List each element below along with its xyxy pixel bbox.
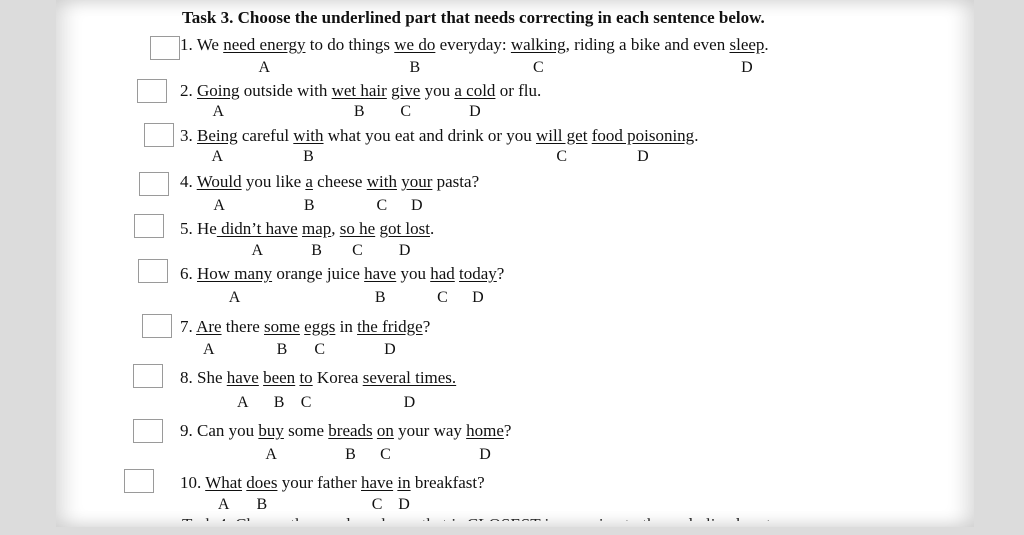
sentence-text: outside with [239, 81, 332, 100]
option-label: B [273, 394, 285, 411]
question-sentence [180, 35, 769, 55]
answer-box[interactable] [133, 419, 163, 443]
question-number: 2. [180, 81, 193, 100]
underlined-part: got lost [379, 219, 430, 238]
sentence-text: ? [503, 421, 512, 440]
question-sentence [180, 81, 541, 101]
option-label: D [411, 197, 423, 214]
option-label: A [258, 59, 271, 76]
sentence-text: breakfast? [410, 473, 485, 492]
option-label: B [374, 289, 386, 306]
sentence-text: your father [277, 473, 362, 492]
option-label: A [228, 289, 241, 306]
answer-box[interactable] [139, 172, 169, 196]
question-number: 8. [180, 368, 193, 387]
question-number: 7. [180, 317, 193, 336]
underlined-part: the fridge [357, 317, 423, 336]
option-label: A [217, 496, 230, 513]
sentence-text: you like [241, 172, 306, 191]
underlined-part: walking [510, 35, 566, 54]
option-label: D [403, 394, 416, 411]
option-label: D [741, 59, 753, 76]
underlined-part: been [263, 368, 296, 387]
sentence-text: Can you [192, 421, 259, 440]
underlined-part: What [205, 473, 243, 492]
underlined-part: Would [196, 172, 242, 191]
sentence-text: some [283, 421, 329, 440]
sentence-text: you [396, 264, 431, 283]
sentence-text: there [221, 317, 265, 336]
option-label: B [409, 59, 421, 76]
underlined-part: a cold [454, 81, 496, 100]
underlined-part: How many [197, 264, 273, 283]
sentence-text: She [192, 368, 227, 387]
option-label: D [398, 242, 411, 259]
underlined-part: on [376, 421, 394, 440]
task-title: Task 3. Choose the underlined part that needs correcting in each sentence below. [182, 8, 765, 27]
underlined-part: with [293, 126, 324, 145]
underlined-part: to [299, 368, 313, 387]
sentence-text: orange juice [272, 264, 365, 283]
question-number: 10. [180, 473, 202, 492]
underlined-part: Being [197, 126, 238, 145]
sentence-text: Korea [312, 368, 363, 387]
underlined-part: food poisoning [591, 126, 695, 145]
option-label: C [437, 289, 448, 306]
question-sentence [180, 317, 430, 337]
question-sentence [180, 473, 485, 493]
answer-box[interactable] [124, 469, 154, 493]
sentence-text: your way [393, 421, 467, 440]
option-label: D [384, 341, 396, 358]
option-label: C [314, 341, 326, 358]
sentence-text: cheese [312, 172, 367, 191]
option-label: D [469, 103, 481, 120]
question-number: 3. [180, 126, 193, 145]
underlined-part: your [401, 172, 433, 191]
underlined-part: with [366, 172, 397, 191]
option-label: A [265, 446, 277, 463]
underlined-part: will get [535, 126, 588, 145]
underlined-part: have [361, 473, 394, 492]
option-label: B [311, 242, 322, 259]
underlined-part: home [466, 421, 504, 440]
underlined-part: have [364, 264, 397, 283]
underlined-part: a [305, 172, 313, 191]
underlined-part: map [301, 219, 332, 238]
underlined-part: we do [394, 35, 436, 54]
underlined-part: does [246, 473, 278, 492]
option-label: A [212, 103, 225, 120]
question-sentence [180, 126, 698, 146]
sentence-text: ? [422, 317, 431, 336]
underlined-part: wet hair [331, 81, 387, 100]
underlined-part: eggs [304, 317, 336, 336]
question-sentence [180, 172, 479, 192]
answer-box[interactable] [138, 259, 168, 283]
sentence-text: ? [496, 264, 505, 283]
question-number: 1. [180, 35, 193, 54]
option-label: C [376, 197, 388, 214]
option-label: B [345, 446, 356, 463]
option-label: C [300, 394, 312, 411]
sentence-text: or flu. [495, 81, 542, 100]
option-label: C [371, 496, 383, 513]
answer-box[interactable] [144, 123, 174, 147]
question-number: 6. [180, 264, 193, 283]
underlined-part: give [391, 81, 421, 100]
option-label: B [303, 197, 315, 214]
question-number: 4. [180, 172, 193, 191]
option-label: C [380, 446, 391, 463]
question-sentence [180, 219, 434, 239]
underlined-part: sleep [729, 35, 765, 54]
option-label: A [203, 341, 215, 358]
option-label: A [211, 148, 224, 165]
option-label: C [400, 103, 412, 120]
answer-box[interactable] [142, 314, 172, 338]
sentence-text: everyday: [435, 35, 511, 54]
underlined-part: didn’t have [216, 219, 298, 238]
underlined-part: some [264, 317, 300, 336]
sentence-text: . [764, 35, 769, 54]
option-label: B [276, 341, 288, 358]
underlined-part: buy [258, 421, 284, 440]
sentence-text: We [192, 35, 224, 54]
underlined-part: in [397, 473, 411, 492]
sentence-text: what you eat and drink or you [323, 126, 536, 145]
sentence-text: you [420, 81, 455, 100]
question-sentence [180, 368, 456, 388]
question-sentence [180, 264, 504, 284]
question-sentence [180, 421, 511, 441]
sentence-text: . [429, 219, 435, 238]
underlined-part: so he [339, 219, 376, 238]
sentence-text: in [335, 317, 358, 336]
option-label: B [353, 103, 365, 120]
option-label: C [556, 148, 568, 165]
underlined-part: Going [197, 81, 240, 100]
option-label: B [256, 496, 268, 513]
option-label: B [303, 148, 314, 165]
underlined-part: breads [328, 421, 373, 440]
underlined-part: several times. [362, 368, 457, 387]
answer-box[interactable] [134, 214, 164, 238]
sentence-text: , riding a bike and even [565, 35, 730, 54]
option-label: A [237, 394, 249, 411]
sentence-text: careful [237, 126, 294, 145]
underlined-part: need energy [223, 35, 306, 54]
option-label: C [532, 59, 544, 76]
answer-box[interactable] [150, 36, 180, 60]
sentence-text: . [694, 126, 699, 145]
underlined-part: had [430, 264, 455, 283]
option-label: C [352, 242, 363, 259]
underlined-part: Are [196, 317, 222, 336]
option-label: D [637, 148, 649, 165]
option-label: D [398, 496, 410, 513]
option-label: D [472, 289, 484, 306]
sentence-text: He [192, 219, 217, 238]
option-label: A [213, 197, 225, 214]
sentence-text: pasta? [432, 172, 480, 191]
answer-box[interactable] [137, 79, 167, 103]
underlined-part: today [459, 264, 497, 283]
option-label: D [479, 446, 491, 463]
sentence-text: to do things [305, 35, 395, 54]
option-label: A [251, 242, 264, 259]
question-number: 9. [180, 421, 193, 440]
question-number: 5. [180, 219, 193, 238]
underlined-part: have [226, 368, 259, 387]
sentence-text: , [331, 219, 340, 238]
answer-box[interactable] [133, 364, 163, 388]
